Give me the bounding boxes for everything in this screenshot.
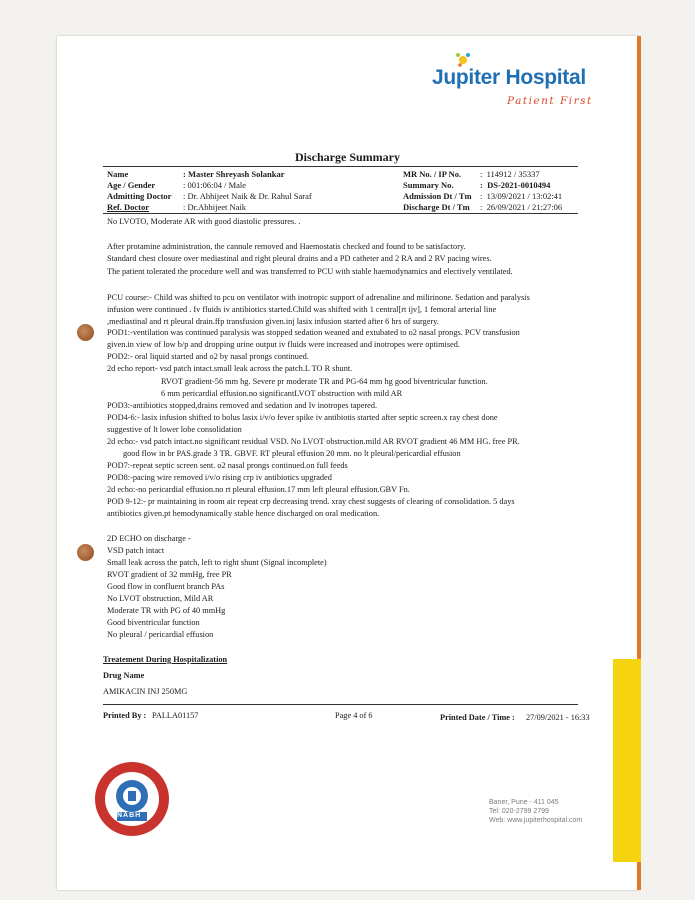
yellow-tab xyxy=(613,659,641,862)
document-title: Discharge Summary xyxy=(295,150,400,164)
header-top-rule xyxy=(103,166,578,167)
body-line: POD7:-repeat septic screen sent. o2 nasal prongs continued.on full feeds xyxy=(107,461,348,470)
printed-date-label: Printed Date / Time : xyxy=(440,713,515,722)
treatment-heading: Treatement During Hospitalization xyxy=(103,655,228,664)
body-line: POD1:-ventilation was continued paralysis was stopped sedation weaned and extubated to o2 nasal prongs. PCV transfusion xyxy=(107,328,520,337)
body-line: No LVOTO, Moderate AR with good diastolic pressures. . xyxy=(107,217,301,226)
name-value: : Master Shreyash Solankar xyxy=(183,169,285,179)
web-line: Web: www.jupiterhospital.com xyxy=(489,817,583,824)
header-bottom-rule xyxy=(103,213,578,214)
admitting-doctor-value: : Dr. Abhijeet Naik & Dr. Rahul Saraf xyxy=(183,191,312,201)
printed-by-label: Printed By : xyxy=(103,711,147,720)
printed-by-value: PALLA01157 xyxy=(152,711,199,720)
punch-hole-top xyxy=(77,324,94,341)
nabh-seal-label: NABH xyxy=(117,812,142,819)
body-line: After protamine administration, the cannule removed and Haemostatis checked and found to be satisfactory. xyxy=(107,242,466,251)
body-line: 2d echo:- vsd patch intact.no significant residual VSD. No LVOT obstruction.mild AR RVOT gradient 46 MM HG. free PR. xyxy=(107,437,520,446)
footer-rule xyxy=(103,704,578,705)
body-line: POD4-6:- lasix infusion shifted to bolus lasix i/v/o fever spike iv antibiotis started after septic screen.x ray chest done xyxy=(107,413,498,422)
body-line: suggestive of lt lower lobe consolidation xyxy=(107,425,242,434)
drug-name-label: Drug Name xyxy=(103,671,145,680)
summary-no-label: Summary No. xyxy=(403,180,454,190)
ref-doctor-value: : Dr.Abhijeet Naik xyxy=(183,202,247,212)
admitting-doctor-label: Admitting Doctor xyxy=(107,191,172,201)
mr-ip-value: : 114912 / 35337 xyxy=(480,169,540,179)
body-line: Good flow in confluent branch PAs xyxy=(107,582,225,591)
body-line: No pleural / pericardial effusion xyxy=(107,630,214,639)
body-line: RVOT gradient of 32 mmHg, free PR xyxy=(107,570,232,579)
admission-label: Admission Dt / Tm xyxy=(403,191,472,201)
body-line: PCU course:- Child was shifted to pcu on ventilator with inotropic support of adrenaline and milirinone. Sedation and paralysis xyxy=(107,293,530,302)
body-line: Small leak across the patch, left to right shunt (Signal incomplete) xyxy=(107,558,327,567)
body-line: POD 9-12:- pr maintaining in room air repeat crp decreasing trend. xray chest suggests of clearing of consolidation. 5 days xyxy=(107,497,515,506)
body-line: good flow in br PAS.grade 3 TR. GBVF. RT pleural effusion 20 mm. no lt pleural/pericardial effusion xyxy=(123,449,461,458)
name-label: Name xyxy=(107,169,129,179)
body-line: antibiotics given.pt hemodynamically stable hence discharged on oral medication. xyxy=(107,509,380,518)
body-line: POD3:-antibiotics stopped,drains removed and sedation and Iv inotropes tapered. xyxy=(107,401,378,410)
body-line: infusion were continued . Iv fluids iv antibiotics started.Child was shifted with 1 central[rt ijv], 1 femoral arterial line xyxy=(107,305,497,314)
body-line: ,mediastinal and rt pleural drain.ffp transfusion given.inj lasix infusion started after 6 hrs of surgery. xyxy=(107,317,439,326)
body-line: Standard chest closure over mediastinal and right pleural drains and a PD catheter and 2 RA and 2 RV pacing wires. xyxy=(107,254,492,263)
printed-date-value: 27/09/2021 - 16:33 xyxy=(526,713,590,722)
summary-no-value: : DS-2021-0010494 xyxy=(480,180,551,190)
age-gender-value: : 001:06:04 / Male xyxy=(183,180,247,190)
punch-hole-bottom xyxy=(77,544,94,561)
hospital-tagline: Patient First xyxy=(507,95,593,107)
body-line: Moderate TR with PG of 40 mmHg xyxy=(107,606,226,615)
body-line: 6 mm pericardial effusion.no significantLVOT obstruction with mild AR xyxy=(161,389,403,398)
phone-line: Tel: 020-2799 2799 xyxy=(489,808,549,815)
body-line: The patient tolerated the procedure well and was transferred to PCU with stable haemodynamics and electively ventilated. xyxy=(107,267,513,276)
body-line: RVOT gradient-56 mm hg. Severe pr moderate TR and PG-64 mm hg good biventricular function. xyxy=(161,377,488,386)
body-line: 2d echo:-no pericardial effusion.no rt pleural effusion.17 mm left pleural effusion.GBV Fn. xyxy=(107,485,410,494)
ref-doctor-label: Ref. Doctor xyxy=(107,202,150,212)
drug-name-value: AMIKACIN INJ 250MG xyxy=(103,687,188,696)
body-line: No LVOT obstruction, Mild AR xyxy=(107,594,214,603)
body-line: POD8:-pacing wire removed i/v/o rising crp iv antibiotics upgraded xyxy=(107,473,332,482)
body-line: given.in view of low b/p and dropping urine output iv fluids were increased and inotropes were optimised. xyxy=(107,340,460,349)
admission-value: : 13/09/2021 / 13:02:41 xyxy=(480,191,563,201)
age-gender-label: Age / Gender xyxy=(107,180,156,190)
body-line: POD2:- oral liquid started and o2 by nasal prongs continued. xyxy=(107,352,309,361)
body-line: 2d echo report- vsd patch intact.small leak across the patch.L TO R shunt. xyxy=(107,364,353,373)
address-line: Baner, Pune - 411 045 xyxy=(489,799,559,806)
body-line: Good biventricular function xyxy=(107,618,200,627)
page-number: Page 4 of 6 xyxy=(335,711,373,720)
body-line: VSD patch intact xyxy=(107,546,165,555)
body-line: 2D ECHO on discharge - xyxy=(107,534,191,543)
nabh-seal-icon xyxy=(93,760,171,838)
mr-ip-label: MR No. / IP No. xyxy=(403,169,462,179)
discharge-value: : 26/09/2021 / 21:27:06 xyxy=(480,202,563,212)
discharge-label: Discharge Dt / Tm xyxy=(403,202,470,212)
hospital-name: Jupiter Hospital xyxy=(432,66,586,89)
